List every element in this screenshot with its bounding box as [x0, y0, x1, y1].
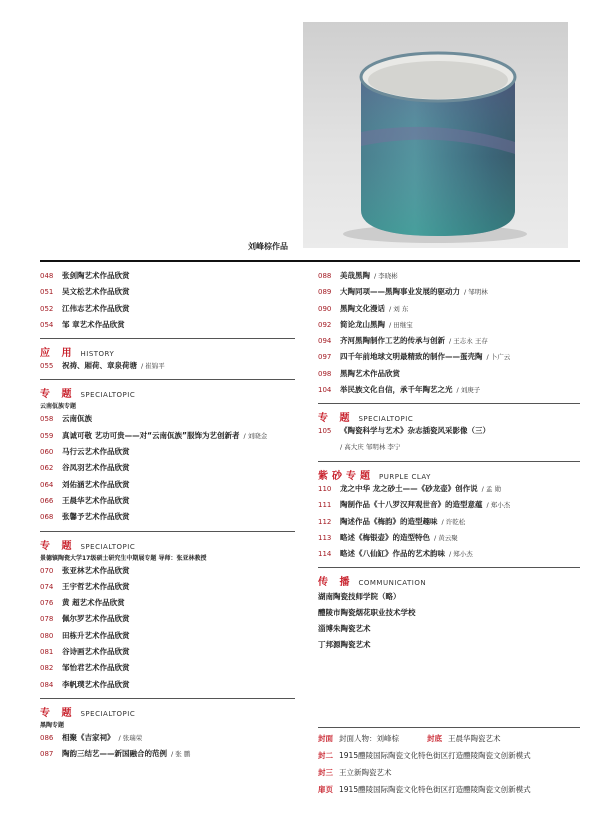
entry-author: / 黄云聚 [434, 533, 458, 542]
page-number: 104 [318, 386, 332, 395]
communication-item[interactable]: 丁邦源陶瓷艺术 [318, 640, 371, 650]
toc-entry[interactable] [318, 548, 580, 564]
entry-title: 举民族文化自信，承千年陶艺之光 [340, 385, 453, 395]
page-number: 048 [40, 272, 54, 280]
page-number: 066 [40, 496, 54, 505]
entry-author: / 田继宝 [389, 320, 413, 329]
entry-title: 刘佑涵艺术作品欣赏 [62, 479, 130, 489]
section-subtitle: 黑陶专题 [40, 721, 65, 729]
entry-title: 谷凤羽艺术作品欣赏 [62, 463, 130, 473]
entry-title: 佩尔罗艺术作品欣赏 [62, 614, 130, 624]
page-number: 089 [318, 288, 332, 297]
credit-label: 扉页 [318, 785, 333, 794]
toc-right-column [318, 270, 580, 653]
toc-entry[interactable] [40, 495, 295, 511]
section-title-cn: 应 用 [40, 348, 76, 360]
page-number: 059 [40, 431, 54, 440]
page-number: 074 [40, 582, 54, 591]
toc-entry[interactable] [318, 368, 580, 384]
section-divider [40, 531, 295, 532]
page-number: 064 [40, 480, 54, 489]
entry-author: / 邹明林 [464, 288, 488, 297]
page-number: 070 [40, 566, 54, 575]
page-number: 110 [318, 484, 332, 493]
section-heading-communication [318, 573, 580, 589]
toc-entry[interactable] [40, 597, 295, 613]
entry-title: 真诚可敬 艺功可贵——对“云南佤族”服饰为艺创新者 [62, 430, 240, 440]
entry-author: / 李晓彬 [374, 272, 398, 280]
toc-entry[interactable] [40, 479, 295, 495]
entry-title: 邹 章艺术作品欣赏 [62, 319, 125, 329]
toc-entry[interactable] [318, 483, 580, 499]
page-number: 054 [40, 320, 54, 329]
section-divider [318, 567, 580, 568]
page-number: 055 [40, 362, 54, 371]
entry-author: / 郑小杰 [449, 550, 473, 559]
toc-left-column [40, 270, 295, 765]
toc-entry[interactable] [40, 303, 295, 319]
page-number: 082 [40, 664, 54, 673]
toc-entry[interactable] [40, 462, 295, 478]
entry-title: 陶制作品《十八罗汉拜观世音》的造型意蕴 [340, 500, 483, 510]
entry-title: 李帆璞艺术作品欣赏 [62, 679, 130, 689]
section-title-en: HISTORY [80, 350, 115, 359]
entry-author: / 刘 东 [389, 304, 409, 313]
page-number: 111 [318, 501, 332, 510]
toc-entry[interactable] [40, 748, 295, 764]
toc-entry[interactable] [40, 446, 295, 462]
toc-entry[interactable] [40, 565, 295, 581]
entry-author: / 许乾松 [441, 517, 466, 526]
page-number: 092 [318, 320, 332, 329]
section-subtitle: 景德镇陶瓷大学17级硕士研究生中期展专题 导师：张亚林教授 [40, 554, 207, 562]
entry-title: 大陶同项——黑陶事业发展的驱动力 [340, 287, 460, 297]
toc-entry[interactable] [40, 613, 295, 629]
toc-entry[interactable] [318, 425, 580, 441]
section-divider [40, 698, 295, 699]
entry-title: 王宇哲艺术作品欣赏 [62, 581, 130, 591]
section-heading-special [40, 704, 295, 720]
entry-title: 《陶瓷科学与艺术》杂志插瓷风采影像（三） [340, 426, 490, 436]
toc-entry[interactable] [40, 360, 295, 376]
entry-title: 云南佤族 [62, 414, 92, 424]
entry-title: 王晨华艺术作品欣赏 [62, 495, 130, 505]
entry-author: / 郑小杰 [486, 501, 511, 510]
toc-entry[interactable] [40, 270, 295, 286]
top-rule [40, 260, 580, 262]
section-title-cn: 传 播 [318, 577, 354, 589]
toc-entry[interactable] [40, 511, 295, 527]
entry-title: 张剑陶艺术作品欣赏 [62, 271, 130, 280]
entry-title: 齐河黑陶制作工艺的传承与创新 [340, 336, 445, 346]
section-title-cn: 专 题 [40, 540, 76, 552]
entry-author: / 崔锦平 [141, 362, 165, 371]
page-number: 084 [40, 680, 54, 689]
section-title-cn: 专 题 [40, 389, 76, 401]
entry-title: 陶韵三结艺——新国融合的范例 [62, 749, 167, 759]
page-number: 051 [40, 288, 54, 297]
section-title-en: COMMUNICATION [358, 579, 427, 588]
entry-title: 四千年前地球文明最精致的制作——蛋壳陶 [340, 352, 483, 362]
entry-title: 田栋升艺术作品欣赏 [62, 630, 130, 640]
section-title-cn: 紫砂专题 [318, 470, 374, 482]
toc-entry[interactable] [318, 319, 580, 335]
toc-entry[interactable] [40, 413, 295, 429]
section-title-en: PURPLE CLAY [379, 472, 431, 481]
entry-title: 谷诗画艺术作品欣赏 [62, 647, 130, 657]
credit-text: 1915醴陵国际陶瓷文化特色街区打造醴陵陶瓷文创新模式 [339, 751, 531, 760]
entry-title: 吴文松艺术作品欣赏 [62, 287, 130, 297]
cover-credit-row [318, 784, 580, 801]
page-number: 060 [40, 448, 54, 457]
section-divider [40, 338, 295, 339]
toc-entry[interactable] [40, 662, 295, 678]
page-number: 098 [318, 369, 332, 378]
toc-entry[interactable] [318, 499, 580, 515]
toc-entry[interactable] [40, 319, 295, 335]
communication-item[interactable]: 醴陵市陶瓷烟花职业技术学校 [318, 608, 416, 618]
entry-author: / 卜广云 [486, 353, 511, 362]
page-number: 087 [40, 750, 54, 759]
toc-entry[interactable] [318, 270, 580, 286]
section-heading-special [318, 409, 580, 425]
toc-entry[interactable] [318, 303, 580, 319]
cover-credit-row [318, 733, 580, 750]
page-number: 094 [318, 337, 332, 346]
page-number: 086 [40, 733, 54, 742]
entry-title: 黑陶艺术作品欣赏 [340, 368, 400, 378]
section-heading-special [40, 537, 295, 553]
entry-title: 张馨予艺术作品欣赏 [62, 512, 130, 522]
page-number: 076 [40, 599, 54, 608]
toc-entry[interactable] [40, 646, 295, 662]
page-number: 078 [40, 615, 54, 624]
toc-entry-authors [318, 442, 580, 458]
page-number: 114 [318, 550, 332, 559]
cover-credit-row [318, 750, 580, 767]
entry-author: / 刘晓金 [243, 431, 268, 440]
entry-title: 简论龙山黑陶 [340, 319, 385, 329]
entry-title: 张亚林艺术作品欣赏 [62, 565, 130, 575]
toc-entry[interactable] [40, 286, 295, 302]
section-subtitle: 云南佤族专题 [40, 403, 77, 411]
credit-label: 封二 [318, 751, 333, 760]
page-number: 090 [318, 304, 332, 313]
section-title-en: SPECIALTOPIC [80, 709, 136, 718]
toc-entry[interactable] [318, 516, 580, 532]
page-number: 105 [318, 427, 332, 436]
page-number: 097 [318, 353, 332, 362]
vase-illustration [303, 22, 568, 248]
entry-title: 美哉黑陶 [340, 271, 370, 280]
page-number: 068 [40, 513, 54, 522]
page-number: 058 [40, 415, 54, 424]
credit-label: 封三 [318, 768, 333, 777]
photo-caption: 刘峰棕作品 [248, 242, 288, 251]
entry-author: / 张瑞荣 [118, 733, 143, 742]
toc-entry[interactable] [40, 679, 295, 695]
section-heading-history [40, 344, 295, 360]
communication-item[interactable]: 淄博朱陶瓷艺术 [318, 624, 371, 634]
entry-title: 陶述作品《梅韵》的造型趣味 [340, 516, 438, 526]
entry-title: 略述《八仙缸》作品的艺术韵味 [340, 549, 445, 559]
vase-photo [303, 22, 568, 248]
credit-text: 封面人物：刘峰棕 [339, 734, 399, 743]
entry-title: 黑陶文化漫话 [340, 303, 385, 313]
section-title-cn: 专 题 [318, 413, 354, 425]
entry-title: 邹怡君艺术作品欣赏 [62, 663, 130, 673]
entry-title: 江伟志艺术作品欣赏 [62, 303, 130, 313]
toc-entry[interactable] [40, 430, 295, 446]
section-divider [318, 461, 580, 462]
toc-entry[interactable] [318, 335, 580, 351]
entry-title: 相聚《吉家祠》 [62, 732, 115, 742]
section-title-en: SPECIALTOPIC [358, 415, 414, 424]
section-heading-special [40, 385, 295, 401]
cover-credits [318, 724, 580, 801]
toc-entry[interactable] [40, 630, 295, 646]
toc-entry[interactable] [318, 384, 580, 400]
section-divider [40, 379, 295, 380]
page-number: 081 [40, 648, 54, 657]
entry-author: / 王志永 王存 [449, 337, 488, 346]
credit-text: 王立新陶瓷艺术 [339, 768, 392, 777]
section-title-en: SPECIALTOPIC [80, 542, 136, 551]
cover-credit-row [318, 767, 580, 784]
credit-text: 王晨华陶瓷艺术 [448, 734, 501, 743]
page-number: 080 [40, 631, 54, 640]
entry-title: 马行云艺术作品欣赏 [62, 447, 130, 457]
section-title-cn: 专 题 [40, 707, 76, 719]
page-number: 052 [40, 304, 54, 313]
page-number: 112 [318, 517, 332, 526]
section-heading-purple-clay [318, 467, 580, 483]
toc-entry[interactable] [318, 286, 580, 302]
page-number: 062 [40, 464, 54, 473]
page-number: 088 [318, 272, 332, 280]
credit-text: 1915醴陵国际陶瓷文化特色街区打造醴陵陶瓷文创新模式 [339, 785, 531, 794]
communication-item[interactable]: 湖南陶瓷技师学院（略） [318, 592, 401, 602]
entry-title: 祝祷、厢荷、章泉荷塘 [62, 361, 137, 371]
entry-author: / 高大庆 邹明林 李宁 [340, 442, 401, 451]
toc-entry[interactable] [40, 732, 295, 748]
toc-group [40, 270, 295, 335]
section-divider [318, 403, 580, 404]
entry-author: / 刘庚子 [456, 386, 481, 395]
entry-author: / 张 鹏 [171, 750, 191, 759]
section-title-en: SPECIALTOPIC [80, 391, 136, 400]
section-divider [318, 727, 580, 728]
entry-author: / 孟 勋 [481, 484, 501, 493]
credit-label: 封面 [318, 734, 333, 743]
toc-entry[interactable] [40, 581, 295, 597]
entry-title: 龙之中华 龙之砂土——《砂龙壶》创作说 [340, 483, 478, 493]
page-number: 113 [318, 533, 332, 542]
toc-entry[interactable] [318, 351, 580, 367]
entry-title: 略述《梅银壶》的造型特色 [340, 532, 430, 542]
entry-title: 黄 超艺术作品欣赏 [62, 598, 125, 608]
credit-label: 封底 [427, 734, 442, 743]
toc-entry[interactable] [318, 532, 580, 548]
